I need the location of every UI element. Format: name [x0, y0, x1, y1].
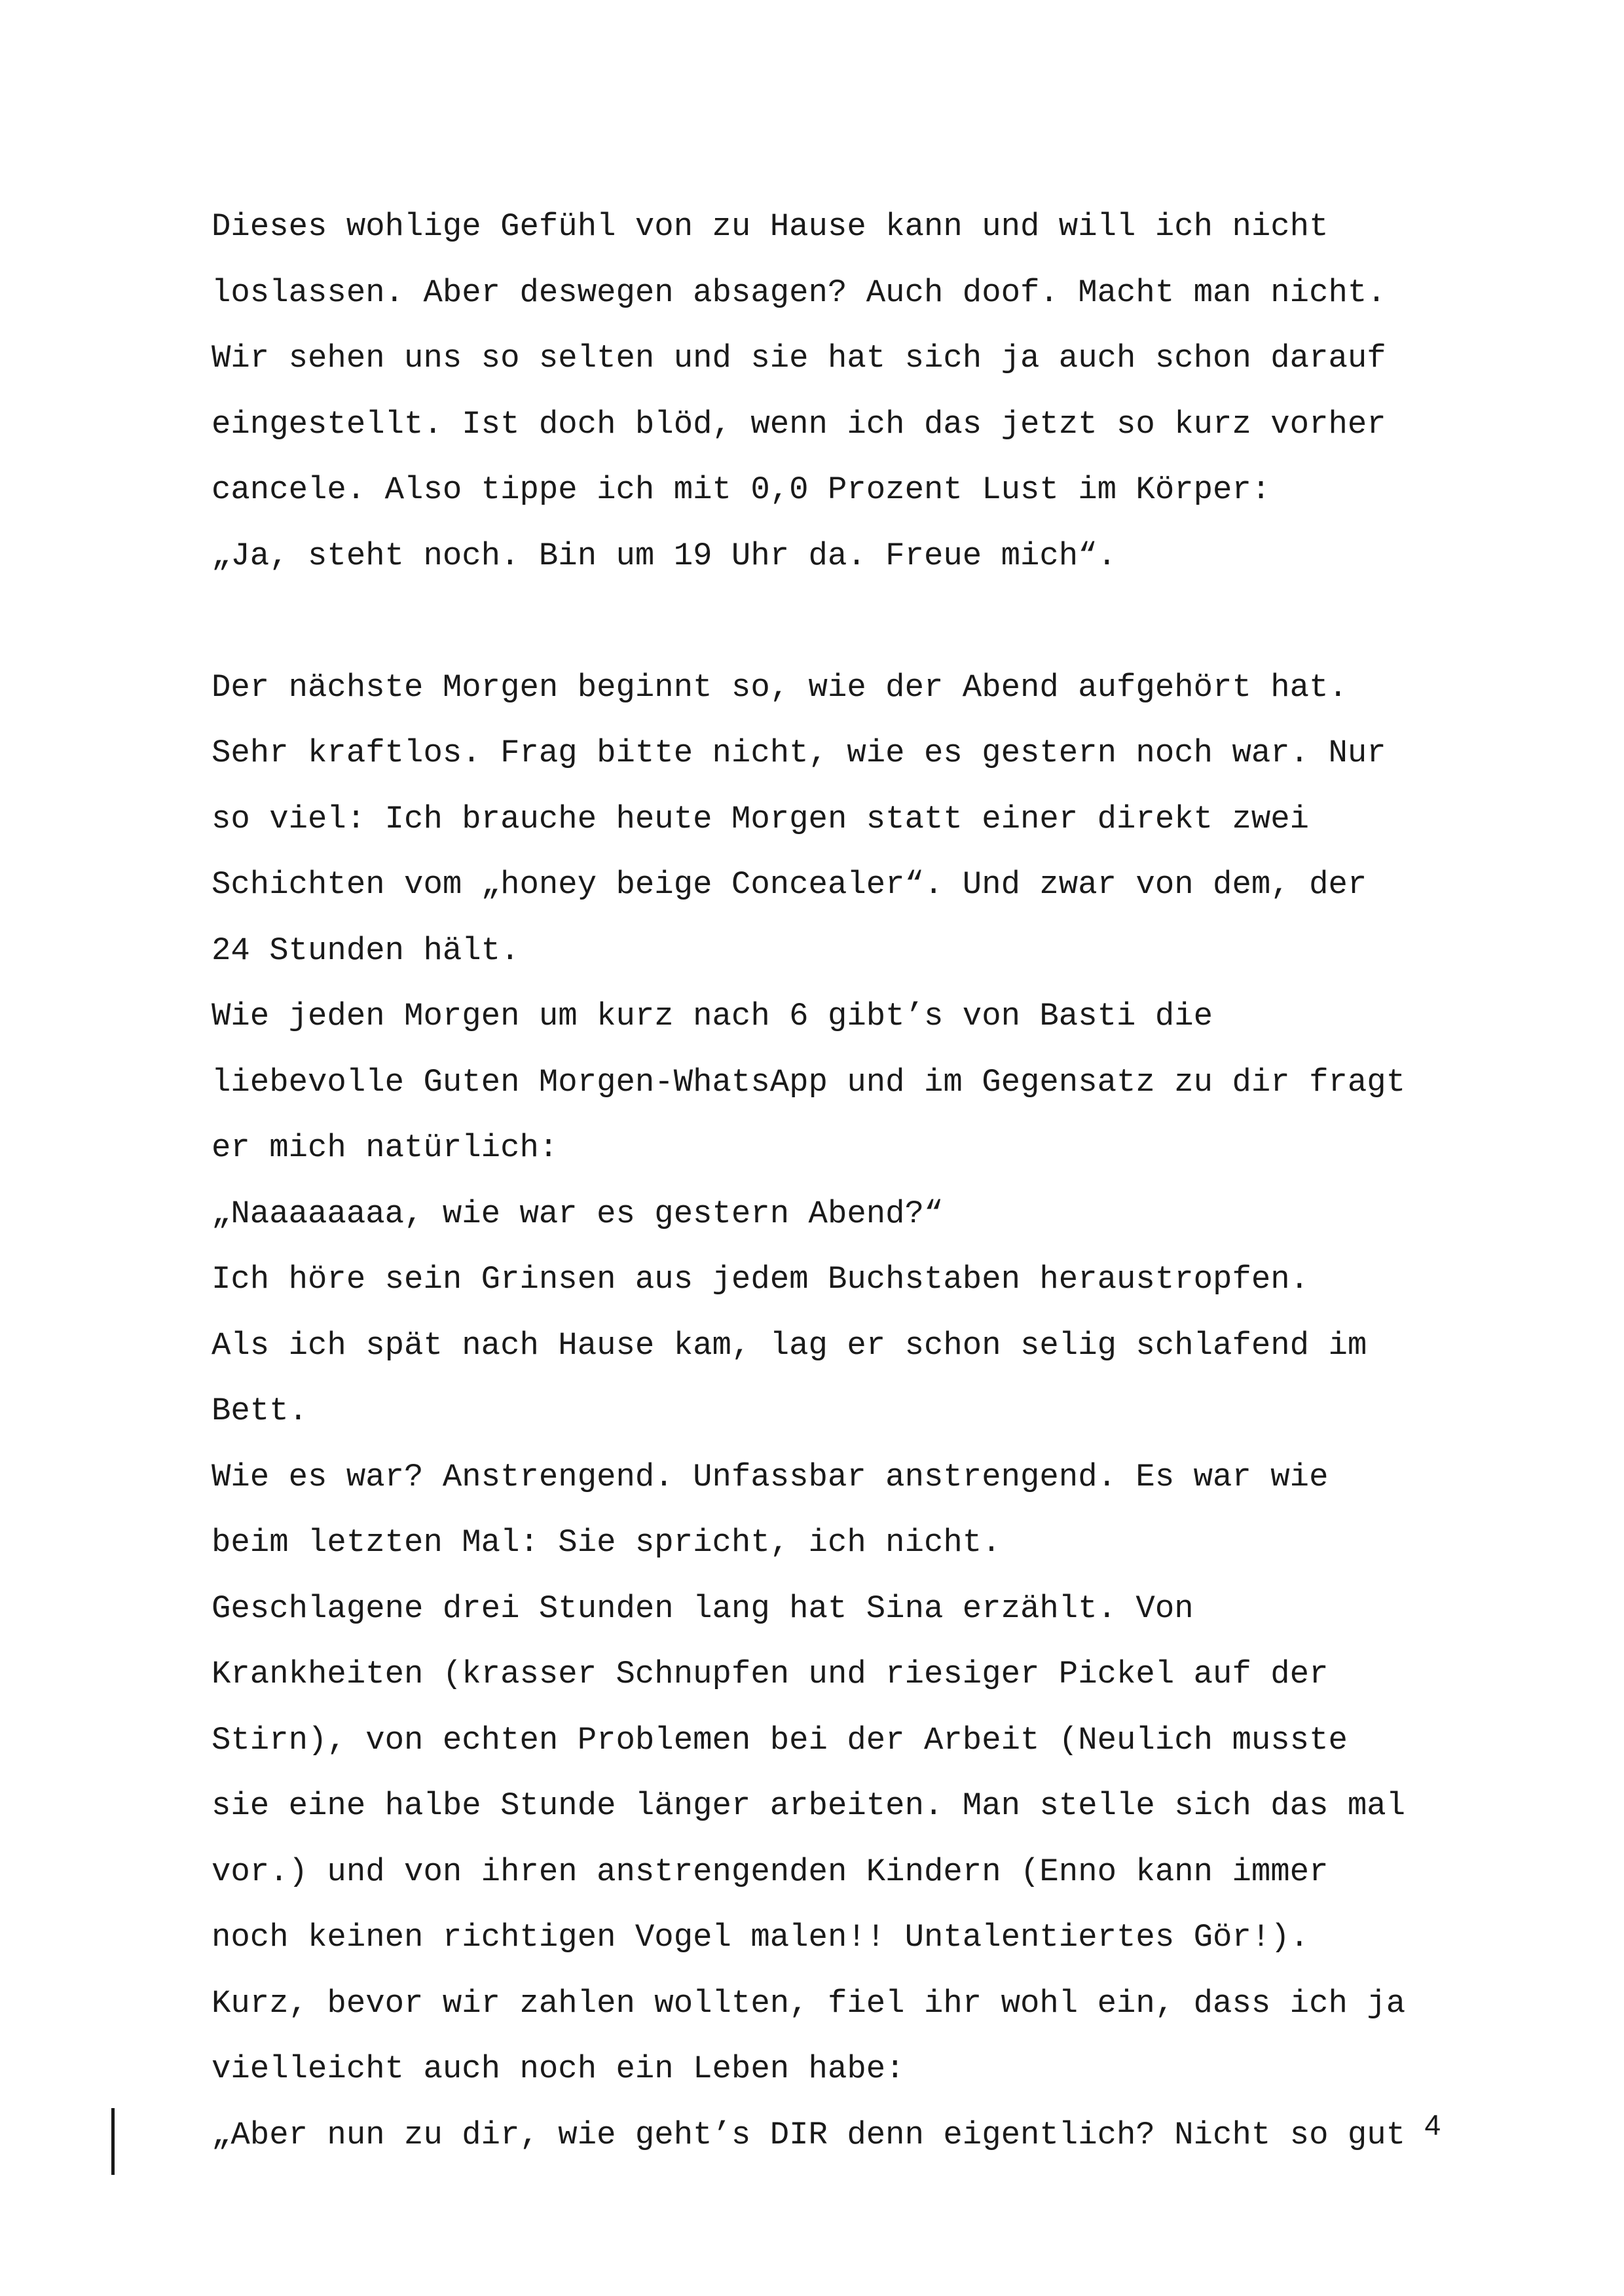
text-line: Kurz, bevor wir zahlen wollten, fiel ihr wohl ein, dass ich ja [212, 1984, 1406, 2022]
text-line: so viel: Ich brauche heute Morgen statt einer direkt zwei [212, 800, 1310, 837]
text-line: „Ja, steht noch. Bin um 19 Uhr da. Freue mich“. [212, 537, 1117, 574]
text-line: er mich natürlich: [212, 1129, 559, 1166]
text-line: Schichten vom „honey beige Concealer“. Und zwar von dem, der [212, 866, 1367, 903]
text-line: Wir sehen uns so selten und sie hat sich ja auch schon darauf [212, 340, 1386, 376]
change-bar [111, 2108, 115, 2175]
body-text [212, 194, 1456, 2168]
text-line: Geschlagene drei Stunden lang hat Sina erzählt. Von [212, 1590, 1194, 1627]
text-line: beim letzten Mal: Sie spricht, ich nicht. [212, 1524, 1001, 1561]
page-number: 4 [1424, 2109, 1441, 2141]
text-line: Der nächste Morgen beginnt so, wie der Abend aufgehört hat. [212, 668, 1348, 706]
text-line: „Naaaaaaaa, wie war es gestern Abend?“ [212, 1195, 944, 1232]
text-line: liebevolle Guten Morgen-WhatsApp und im Gegensatz zu dir fragt [212, 1063, 1406, 1101]
text-line: noch keinen richtigen Vogel malen!! Untalentiertes Gör!). [212, 1919, 1310, 1956]
text-line: loslassen. Aber deswegen absagen? Auch doof. Macht man nicht. [212, 274, 1386, 311]
text-line: Ich höre sein Grinsen aus jedem Buchstaben heraustropfen. [212, 1261, 1310, 1298]
text-line: Krankheiten (krasser Schnupfen und riesiger Pickel auf der [212, 1656, 1329, 1692]
text-line: Als ich spät nach Hause kam, lag er schon selig schlafend im [212, 1326, 1367, 1364]
text-line: 24 Stunden hält. [212, 932, 520, 969]
text-line: cancele. Also tippe ich mit 0,0 Prozent Lust im Körper: [212, 471, 1271, 508]
text-line: „Aber nun zu dir, wie geht’s DIR denn eigentlich? Nicht so gut [212, 2116, 1406, 2153]
text-line: Wie jeden Morgen um kurz nach 6 gibt’s von Basti die [212, 998, 1213, 1034]
text-line: vielleicht auch noch ein Leben habe: [212, 2050, 905, 2087]
paragraph-gap [212, 589, 1456, 655]
text-line: eingestellt. Ist doch blöd, wenn ich das jetzt so kurz vorher [212, 405, 1386, 443]
text-line: Wie es war? Anstrengend. Unfassbar anstrengend. Es war wie [212, 1458, 1329, 1495]
text-line: Bett. [212, 1393, 308, 1429]
text-line: vor.) und von ihren anstrengenden Kindern (Enno kann immer [212, 1853, 1329, 1890]
text-line: Sehr kraftlos. Frag bitte nicht, wie es gestern noch war. Nur [212, 735, 1386, 771]
text-line: sie eine halbe Stunde länger arbeiten. Man stelle sich das mal [212, 1787, 1406, 1824]
text-line: Dieses wohlige Gefühl von zu Hause kann und will ich nicht [212, 208, 1329, 245]
text-line: Stirn), von echten Problemen bei der Arbeit (Neulich musste [212, 1721, 1348, 1758]
